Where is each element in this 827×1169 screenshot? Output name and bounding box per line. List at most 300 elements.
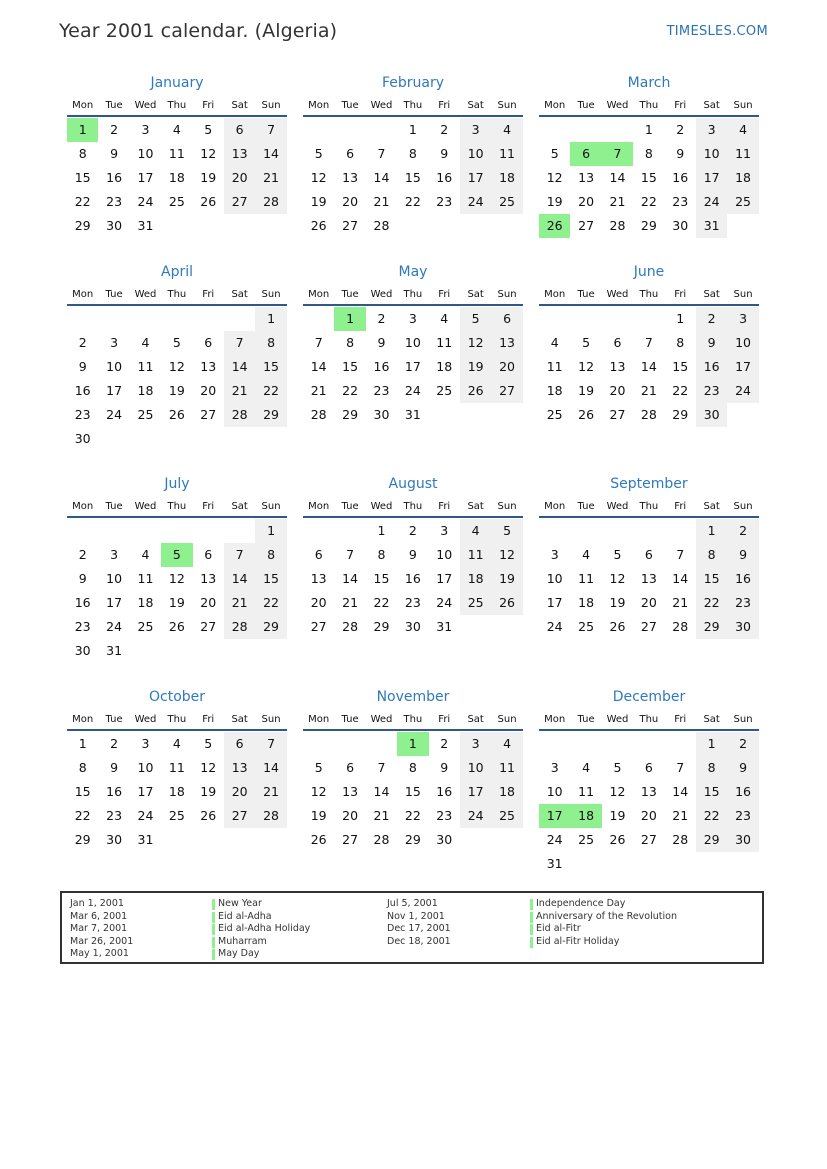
day-cell: 26 [168, 619, 185, 634]
day-cell: 11 [727, 142, 758, 166]
week-row [303, 591, 523, 615]
weekday-label: Fri [674, 501, 687, 512]
day-cell: 6 [224, 732, 255, 756]
day-cell: 25 [578, 619, 595, 634]
month-name: January [150, 75, 204, 91]
day-cell: 4 [172, 122, 181, 137]
site-link[interactable]: TIMESLES.COM [666, 24, 768, 39]
day-cell: 12 [168, 571, 185, 586]
weekday-label: Mon [308, 501, 330, 512]
week-row [67, 732, 287, 756]
day-cell: 10 [137, 146, 154, 161]
day-cell: 19 [168, 595, 185, 610]
day-cell: 5 [172, 335, 181, 350]
month-name: February [381, 75, 445, 91]
month-june [539, 262, 759, 427]
day-cell: 22 [696, 804, 727, 828]
day-cell: 2 [110, 122, 119, 137]
day-cell: 23 [404, 595, 421, 610]
weekday-label: Thu [639, 289, 659, 300]
day-cell: 30 [74, 643, 91, 658]
day-cell: 14 [373, 784, 390, 799]
weekday-label: Fri [674, 289, 687, 300]
empty-day-cell [491, 615, 522, 639]
day-cell: 9 [727, 756, 758, 780]
day-cell: 1 [255, 307, 286, 331]
day-cell: 6 [491, 307, 522, 331]
empty-day-cell [303, 118, 334, 142]
day-cell: 4 [460, 519, 491, 543]
day-cell: 22 [373, 595, 390, 610]
month-november [303, 687, 523, 852]
day-cell: 28 [255, 804, 286, 828]
day-cell: 22 [74, 808, 91, 823]
header-rule [539, 729, 759, 731]
day-cell: 26 [200, 194, 217, 209]
week-row [67, 379, 287, 403]
day-cell: 31 [137, 832, 154, 847]
weekday-label: Thu [639, 501, 659, 512]
month-name: April [161, 264, 193, 280]
weekday-label: Fri [202, 501, 215, 512]
empty-day-cell [460, 214, 491, 238]
day-cell: 6 [346, 146, 355, 161]
week-row [303, 828, 523, 852]
header-rule [67, 516, 287, 518]
day-cell: 20 [224, 780, 255, 804]
empty-day-cell [602, 519, 633, 543]
empty-day-cell [539, 732, 570, 756]
day-cell: 18 [460, 567, 491, 591]
weekday-label: Sun [497, 289, 517, 300]
empty-day-cell [303, 519, 334, 543]
day-cell: 21 [609, 194, 626, 209]
weekday-header [539, 498, 759, 515]
header-rule [67, 729, 287, 731]
weekday-header [303, 97, 523, 114]
day-cell: 12 [546, 170, 563, 185]
weekday-label: Sat [467, 501, 484, 512]
day-cell: 14 [373, 170, 390, 185]
weekday-label: Sun [497, 714, 517, 725]
day-cell: 8 [696, 543, 727, 567]
week-row [539, 190, 759, 214]
day-cell: 29 [74, 218, 91, 233]
empty-day-cell [397, 214, 428, 238]
day-cell: 3 [440, 523, 449, 538]
week-row [67, 780, 287, 804]
day-cell: 30 [106, 218, 123, 233]
month-march [539, 73, 759, 238]
weekday-label: Fri [202, 289, 215, 300]
day-cell: 13 [578, 170, 595, 185]
day-cell: 7 [644, 335, 653, 350]
day-cell: 15 [74, 784, 91, 799]
week-row [67, 331, 287, 355]
week-row [67, 591, 287, 615]
day-cell: 21 [310, 383, 327, 398]
day-cell: 23 [672, 194, 689, 209]
week-row [539, 780, 759, 804]
day-cell: 19 [609, 595, 626, 610]
day-cell: 24 [137, 808, 154, 823]
empty-day-cell [130, 639, 161, 663]
empty-day-cell [224, 214, 255, 238]
day-cell: 27 [200, 407, 217, 422]
week-row [539, 852, 759, 876]
day-cell: 10 [727, 331, 758, 355]
day-cell: 15 [404, 784, 421, 799]
day-cell: 19 [310, 808, 327, 823]
weekday-label: Wed [606, 501, 629, 512]
weekday-label: Tue [341, 501, 359, 512]
day-cell: 20 [491, 355, 522, 379]
day-cell: 18 [546, 383, 563, 398]
day-cell: 3 [727, 307, 758, 331]
empty-day-cell [570, 519, 601, 543]
day-cell: 26 [609, 619, 626, 634]
day-cell: 24 [106, 619, 123, 634]
weekday-label: Thu [639, 714, 659, 725]
weekday-header [539, 97, 759, 114]
day-cell: 23 [436, 808, 453, 823]
day-cell: 14 [672, 784, 689, 799]
empty-day-cell [665, 732, 696, 756]
weekday-label: Sat [703, 100, 720, 111]
day-cell: 30 [727, 615, 758, 639]
empty-day-cell [255, 639, 286, 663]
weekday-label: Sun [497, 501, 517, 512]
day-cell: 23 [106, 194, 123, 209]
day-cell: 17 [696, 166, 727, 190]
week-row [303, 756, 523, 780]
day-cell: 10 [546, 784, 563, 799]
day-cell: 24 [137, 194, 154, 209]
weekday-label: Tue [341, 714, 359, 725]
day-cell: 19 [460, 355, 491, 379]
day-cell: 18 [436, 359, 453, 374]
day-cell: 18 [168, 784, 185, 799]
day-cell: 12 [168, 359, 185, 374]
day-cell: 26 [460, 379, 491, 403]
legend-date: Dec 18, 2001 [387, 935, 451, 947]
weekday-label: Mon [72, 714, 94, 725]
day-cell: 22 [255, 379, 286, 403]
day-cell: 9 [408, 547, 417, 562]
week-row [539, 403, 759, 427]
day-cell: 10 [546, 571, 563, 586]
day-cell: 5 [613, 760, 622, 775]
day-cell: 18 [137, 595, 154, 610]
day-cell: 27 [578, 218, 595, 233]
weekday-label: Thu [403, 100, 423, 111]
day-cell: 14 [255, 756, 286, 780]
day-cell: 16 [727, 567, 758, 591]
day-cell: 22 [404, 194, 421, 209]
month-august [303, 474, 523, 639]
day-cell: 13 [342, 170, 359, 185]
day-cell: 13 [640, 571, 657, 586]
legend-dates-1 [70, 898, 133, 961]
weekday-label: Mon [308, 714, 330, 725]
day-cell: 27 [342, 832, 359, 847]
week-row [303, 379, 523, 403]
weekday-label: Wed [370, 289, 393, 300]
day-cell: 21 [672, 595, 689, 610]
day-cell: 1 [644, 122, 653, 137]
empty-day-cell [98, 307, 129, 331]
empty-day-cell [665, 852, 696, 876]
header-rule [67, 304, 287, 306]
day-cell: 9 [440, 760, 449, 775]
day-cell: 1 [78, 736, 87, 751]
day-cell: 16 [672, 170, 689, 185]
day-cell: 5 [314, 760, 323, 775]
day-cell: 26 [578, 407, 595, 422]
empty-day-cell [570, 852, 601, 876]
weekday-label: Sun [733, 714, 753, 725]
week-row [303, 519, 523, 543]
weekday-label: Wed [134, 289, 157, 300]
day-cell: 17 [460, 780, 491, 804]
week-row [303, 214, 523, 238]
empty-day-cell [602, 732, 633, 756]
day-cell: 13 [224, 756, 255, 780]
empty-day-cell [460, 615, 491, 639]
weekday-header [539, 286, 759, 303]
week-row [303, 780, 523, 804]
day-cell: 10 [460, 756, 491, 780]
day-cell: 21 [672, 808, 689, 823]
week-row [67, 142, 287, 166]
holiday-day-cell: 26 [539, 214, 570, 238]
day-cell: 9 [377, 335, 386, 350]
day-cell: 28 [342, 619, 359, 634]
weekday-label: Fri [438, 100, 451, 111]
day-cell: 24 [546, 832, 563, 847]
day-cell: 22 [342, 383, 359, 398]
day-cell: 29 [696, 828, 727, 852]
weekday-label: Mon [544, 289, 566, 300]
weekday-label: Sun [497, 100, 517, 111]
holiday-day-cell: 18 [570, 804, 601, 828]
day-cell: 18 [578, 595, 595, 610]
week-row [539, 166, 759, 190]
day-cell: 10 [404, 335, 421, 350]
day-cell: 16 [74, 383, 91, 398]
day-cell: 6 [204, 547, 213, 562]
day-cell: 23 [436, 194, 453, 209]
empty-day-cell [334, 519, 365, 543]
day-cell: 10 [106, 571, 123, 586]
day-cell: 28 [224, 403, 255, 427]
day-cell: 24 [404, 383, 421, 398]
empty-day-cell [665, 519, 696, 543]
day-cell: 2 [78, 335, 87, 350]
day-cell: 12 [609, 571, 626, 586]
weekday-label: Tue [577, 100, 595, 111]
day-cell: 11 [578, 571, 595, 586]
day-cell: 14 [255, 142, 286, 166]
day-cell: 21 [255, 780, 286, 804]
legend-names-2 [530, 898, 677, 948]
day-cell: 5 [491, 519, 522, 543]
week-row [539, 118, 759, 142]
legend-date: Dec 17, 2001 [387, 923, 451, 935]
day-cell: 11 [436, 335, 453, 350]
day-cell: 30 [672, 218, 689, 233]
legend-holiday-name: Eid al-Adha Holiday [212, 923, 310, 936]
day-cell: 23 [373, 383, 390, 398]
week-row [67, 756, 287, 780]
day-cell: 6 [346, 760, 355, 775]
week-row [539, 379, 759, 403]
day-cell: 9 [727, 543, 758, 567]
header-rule [303, 304, 523, 306]
day-cell: 10 [137, 760, 154, 775]
weekday-label: Wed [370, 100, 393, 111]
day-cell: 3 [408, 311, 417, 326]
day-cell: 3 [696, 118, 727, 142]
day-cell: 29 [404, 832, 421, 847]
day-cell: 31 [546, 856, 563, 871]
legend-holiday-name: Muharram [212, 936, 310, 949]
empty-day-cell [98, 427, 129, 451]
day-cell: 12 [200, 146, 217, 161]
weekday-label: Tue [105, 100, 123, 111]
weekday-label: Sat [231, 289, 248, 300]
holiday-day-cell: 7 [602, 142, 633, 166]
day-cell: 26 [609, 832, 626, 847]
week-row [303, 355, 523, 379]
day-cell: 26 [310, 832, 327, 847]
day-cell: 11 [578, 784, 595, 799]
day-cell: 20 [342, 808, 359, 823]
day-cell: 20 [609, 383, 626, 398]
day-cell: 2 [408, 523, 417, 538]
weekday-label: Tue [341, 100, 359, 111]
day-cell: 8 [78, 146, 87, 161]
month-october [67, 687, 287, 852]
day-cell: 20 [640, 808, 657, 823]
day-cell: 28 [373, 832, 390, 847]
day-cell: 17 [106, 595, 123, 610]
empty-day-cell [727, 214, 758, 238]
weekday-label: Mon [544, 714, 566, 725]
weekday-label: Wed [370, 501, 393, 512]
empty-day-cell [193, 519, 224, 543]
day-cell: 25 [168, 808, 185, 823]
day-cell: 29 [255, 403, 286, 427]
weekday-label: Thu [403, 289, 423, 300]
day-cell: 29 [342, 407, 359, 422]
day-cell: 6 [224, 118, 255, 142]
day-cell: 31 [436, 619, 453, 634]
day-cell: 14 [672, 571, 689, 586]
day-cell: 30 [696, 403, 727, 427]
weekday-label: Thu [167, 501, 187, 512]
day-cell: 25 [137, 407, 154, 422]
day-cell: 17 [727, 355, 758, 379]
day-cell: 4 [582, 547, 591, 562]
empty-day-cell [334, 732, 365, 756]
day-cell: 4 [141, 547, 150, 562]
day-cell: 16 [696, 355, 727, 379]
day-cell: 12 [609, 784, 626, 799]
week-row [303, 166, 523, 190]
day-cell: 22 [640, 194, 657, 209]
day-cell: 3 [141, 736, 150, 751]
day-cell: 13 [491, 331, 522, 355]
weekday-label: Thu [167, 714, 187, 725]
empty-day-cell [539, 519, 570, 543]
legend-date: Jul 5, 2001 [387, 898, 438, 909]
week-row [539, 331, 759, 355]
weekday-label: Sat [231, 714, 248, 725]
day-cell: 2 [377, 311, 386, 326]
weekday-label: Fri [674, 100, 687, 111]
day-cell: 26 [491, 591, 522, 615]
day-cell: 18 [137, 383, 154, 398]
holiday-day-cell: 17 [539, 804, 570, 828]
weekday-label: Fri [438, 714, 451, 725]
day-cell: 2 [440, 122, 449, 137]
day-cell: 8 [78, 760, 87, 775]
day-cell: 19 [609, 808, 626, 823]
day-cell: 9 [78, 571, 87, 586]
empty-day-cell [491, 403, 522, 427]
empty-day-cell [539, 307, 570, 331]
week-row [539, 355, 759, 379]
day-cell: 7 [255, 118, 286, 142]
day-cell: 8 [408, 760, 417, 775]
day-cell: 6 [613, 335, 622, 350]
day-cell: 21 [255, 166, 286, 190]
day-cell: 2 [440, 736, 449, 751]
day-cell: 26 [200, 808, 217, 823]
week-row [539, 142, 759, 166]
legend-date: Nov 1, 2001 [387, 910, 445, 922]
day-cell: 1 [676, 311, 685, 326]
weekday-label: Thu [403, 714, 423, 725]
month-april [67, 262, 287, 451]
day-cell: 27 [224, 190, 255, 214]
weekday-label: Sun [261, 714, 281, 725]
empty-day-cell [161, 519, 192, 543]
day-cell: 4 [582, 760, 591, 775]
day-cell: 7 [224, 543, 255, 567]
empty-day-cell [539, 118, 570, 142]
day-cell: 16 [727, 780, 758, 804]
day-cell: 15 [74, 170, 91, 185]
week-row [67, 166, 287, 190]
weekday-label: Sat [703, 501, 720, 512]
legend-holiday-name: Eid al-Fitr Holiday [530, 936, 677, 949]
week-row [303, 732, 523, 756]
day-cell: 5 [582, 335, 591, 350]
day-cell: 21 [373, 808, 390, 823]
day-cell: 16 [404, 571, 421, 586]
day-cell: 6 [644, 547, 653, 562]
day-cell: 21 [342, 595, 359, 610]
weekday-header [67, 711, 287, 728]
empty-day-cell [491, 214, 522, 238]
day-cell: 22 [255, 591, 286, 615]
day-cell: 21 [224, 379, 255, 403]
week-row [303, 403, 523, 427]
day-cell: 29 [373, 619, 390, 634]
empty-day-cell [161, 828, 192, 852]
